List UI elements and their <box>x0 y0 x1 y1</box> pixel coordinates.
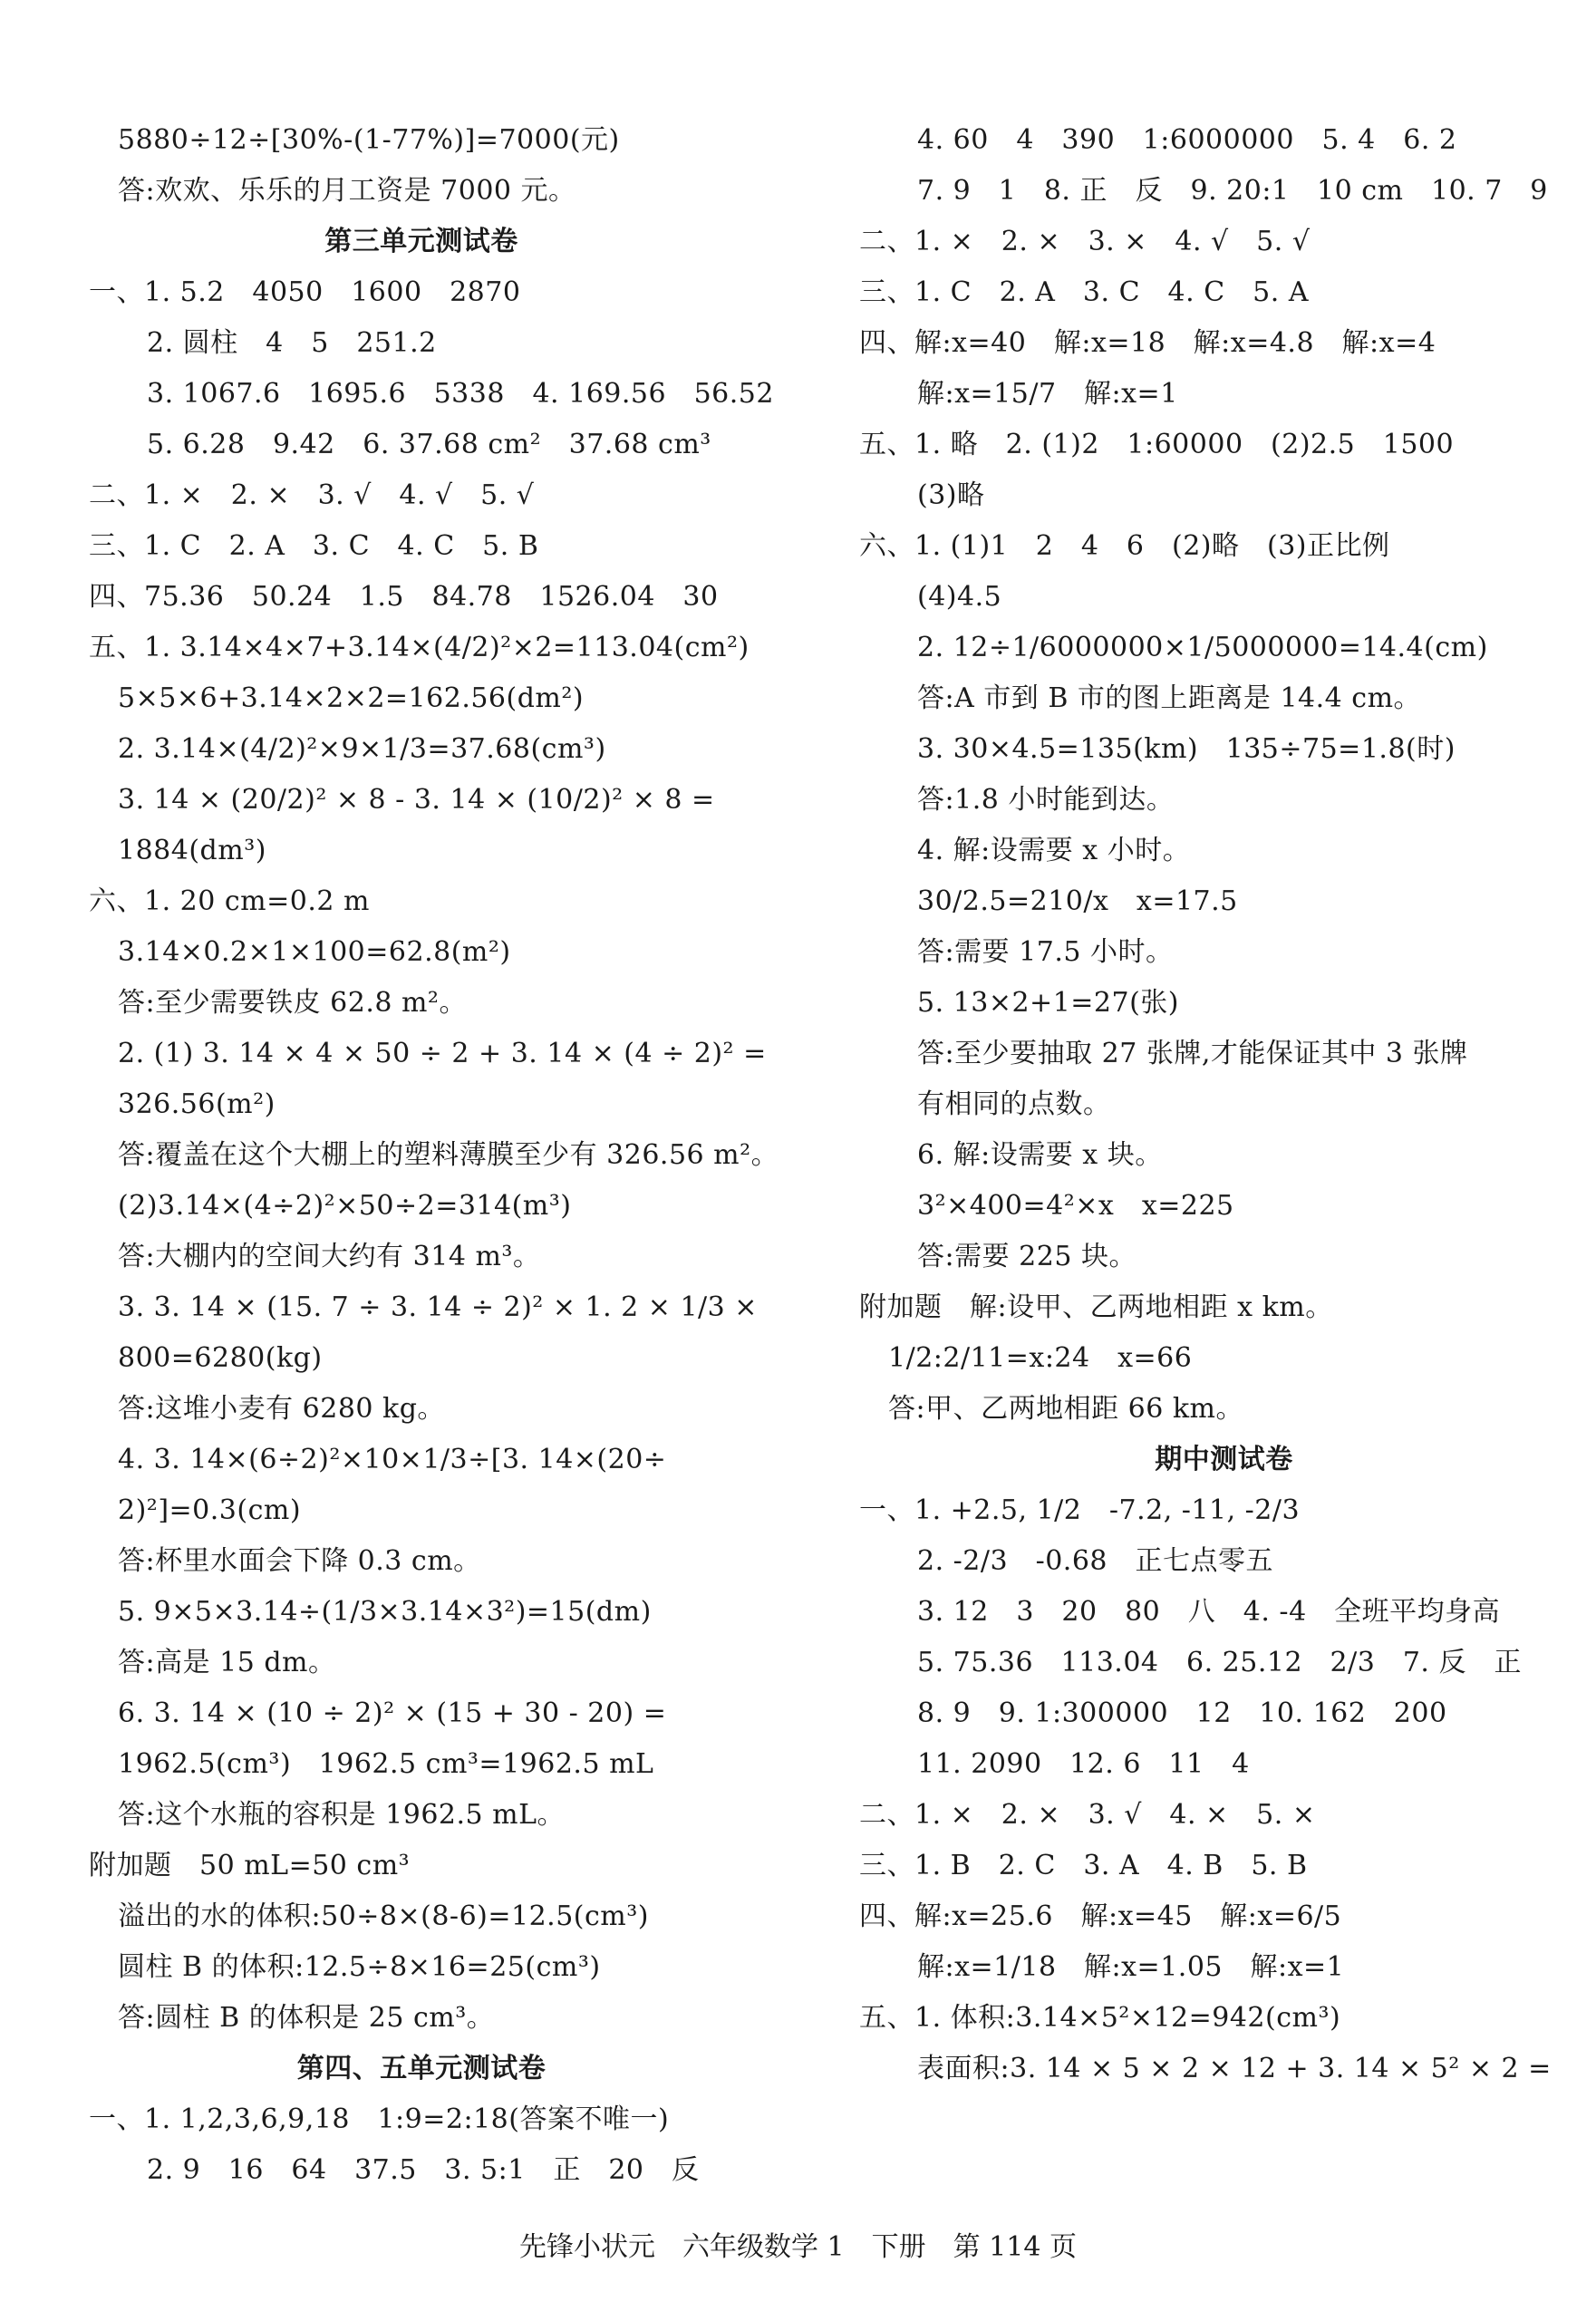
answer-line: 溢出的水的体积:50÷8×(8-6)=12.5(cm³) <box>118 1900 649 1932</box>
answer-line: 30/2.5=210/x x=17.5 <box>917 885 1238 917</box>
answer-line: 一、1. 5.2 4050 1600 2870 <box>89 276 521 308</box>
answer-line: 答:这个水瓶的容积是 1962.5 mL。 <box>118 1799 566 1831</box>
answer-line: 答:至少需要铁皮 62.8 m²。 <box>118 987 467 1019</box>
answer-line: 一、1. 1,2,3,6,9,18 1:9=2:18(答案不唯一) <box>89 2103 670 2135</box>
answer-line: 3.14×0.2×1×100=62.8(m²) <box>118 936 511 968</box>
answer-line: 解:x=15/7 解:x=1 <box>917 378 1178 410</box>
answer-line: 8. 9 9. 1:300000 12 10. 162 200 <box>917 1697 1447 1729</box>
answer-line: 有相同的点数。 <box>917 1088 1111 1120</box>
answer-line: 二、1. × 2. × 3. √ 4. √ 5. √ <box>89 479 535 511</box>
answer-line: 7. 9 1 8. 正 反 9. 20:1 10 cm 10. 7 9 <box>917 175 1548 207</box>
answer-line: 5. 6.28 9.42 6. 37.68 cm² 37.68 cm³ <box>147 429 711 460</box>
answer-line: 解:x=1/18 解:x=1.05 解:x=1 <box>917 1951 1345 1983</box>
answer-line: 5880÷12÷[30%-(1-77%)]=7000(元) <box>118 124 620 156</box>
answer-line: (4)4.5 <box>917 581 1002 613</box>
answer-line: 2. 3.14×(4/2)²×9×1/3=37.68(cm³) <box>118 733 606 765</box>
answer-line: 五、1. 体积:3.14×5²×12=942(cm³) <box>859 2002 1341 2034</box>
answer-line: 3. 3. 14 × (15. 7 ÷ 3. 14 ÷ 2)² × 1. 2 × 1/3 × <box>118 1291 758 1323</box>
answer-line: 五、1. 略 2. (1)2 1:60000 (2)2.5 1500 <box>859 429 1455 460</box>
answer-line: 四、解:x=25.6 解:x=45 解:x=6/5 <box>859 1900 1342 1932</box>
answer-line: 答:圆柱 B 的体积是 25 cm³。 <box>118 2002 495 2034</box>
answer-line: 答:需要 225 块。 <box>917 1241 1137 1272</box>
answer-line: 六、1. (1)1 2 4 6 (2)略 (3)正比例 <box>859 530 1390 562</box>
answer-line: 5. 9×5×3.14÷(1/3×3.14×3²)=15(dm) <box>118 1596 652 1628</box>
answer-line: 2)²]=0.3(cm) <box>118 1494 302 1526</box>
answer-line: 6. 3. 14 × (10 ÷ 2)² × (15 + 30 - 20) = <box>118 1697 667 1729</box>
section-heading: 第四、五单元测试卷 <box>296 2053 547 2084</box>
answer-line: 答:覆盖在这个大棚上的塑料薄膜至少有 326.56 m²。 <box>118 1139 779 1171</box>
answer-line: 2. 圆柱 4 5 251.2 <box>147 327 437 359</box>
answer-line: 3. 12 3 20 80 八 4. -4 全班平均身高 <box>917 1596 1501 1628</box>
answer-line: 圆柱 B 的体积:12.5÷8×16=25(cm³) <box>118 1951 601 1983</box>
section-heading: 第三单元测试卷 <box>324 226 518 257</box>
section-heading: 期中测试卷 <box>1155 1444 1293 1475</box>
answer-line: 一、1. +2.5, 1/2 -7.2, -11, -2/3 <box>859 1494 1301 1526</box>
answer-line: 答:至少要抽取 27 张牌,才能保证其中 3 张牌 <box>917 1038 1468 1069</box>
answer-line: 答:大棚内的空间大约有 314 m³。 <box>118 1241 541 1272</box>
answer-line: 1884(dm³) <box>118 835 266 866</box>
answer-line: 2. (1) 3. 14 × 4 × 50 ÷ 2 + 3. 14 × (4 ÷ 2)² = <box>118 1038 767 1069</box>
answer-line: 2. 9 16 64 37.5 3. 5:1 正 20 反 <box>147 2154 700 2186</box>
answer-line: 4. 60 4 390 1:6000000 5. 4 6. 2 <box>917 124 1457 156</box>
answer-line: 四、解:x=40 解:x=18 解:x=4.8 解:x=4 <box>859 327 1436 359</box>
answer-line: 2. -2/3 -0.68 正七点零五 <box>917 1545 1274 1577</box>
answer-line: 答:甲、乙两地相距 66 km。 <box>888 1393 1243 1425</box>
answer-line: 二、1. × 2. × 3. √ 4. × 5. × <box>859 1799 1316 1831</box>
page-footer: 先锋小状元 六年级数学 1 下册 第 114 页 <box>519 2231 1077 2263</box>
answer-line: 二、1. × 2. × 3. × 4. √ 5. √ <box>859 226 1311 257</box>
answer-line: 800=6280(kg) <box>118 1342 323 1374</box>
answer-line: 答:A 市到 B 市的图上距离是 14.4 cm。 <box>917 682 1422 714</box>
answer-line: 四、75.36 50.24 1.5 84.78 1526.04 30 <box>89 581 719 613</box>
answer-line: 1962.5(cm³) 1962.5 cm³=1962.5 mL <box>118 1748 654 1780</box>
answer-line: (2)3.14×(4÷2)²×50÷2=314(m³) <box>118 1190 572 1222</box>
answer-line: 三、1. B 2. C 3. A 4. B 5. B <box>859 1850 1308 1881</box>
answer-line: 答:这堆小麦有 6280 kg。 <box>118 1393 445 1425</box>
answer-line: 答:杯里水面会下降 0.3 cm。 <box>118 1545 481 1577</box>
answer-line: 326.56(m²) <box>118 1088 276 1120</box>
answer-line: 3. 14 × (20/2)² × 8 - 3. 14 × (10/2)² × 8 = <box>118 784 715 816</box>
answer-line: 三、1. C 2. A 3. C 4. C 5. A <box>859 276 1309 308</box>
answer-line: 3²×400=4²×x x=225 <box>917 1190 1234 1222</box>
answer-line: 3. 30×4.5=135(km) 135÷75=1.8(时) <box>917 733 1456 765</box>
answer-line: 五、1. 3.14×4×7+3.14×(4/2)²×2=113.04(cm²) <box>89 632 750 663</box>
answer-line: (3)略 <box>917 479 985 511</box>
answer-line: 5. 75.36 113.04 6. 25.12 2/3 7. 反 正 <box>917 1647 1522 1678</box>
right-column <box>852 0 1596 2193</box>
answer-line: 6. 解:设需要 x 块。 <box>917 1139 1163 1171</box>
answer-line: 4. 3. 14×(6÷2)²×10×1/3÷[3. 14×(20÷ <box>118 1444 667 1475</box>
answer-line: 1/2:2/11=x:24 x=66 <box>888 1342 1193 1374</box>
answer-line: 三、1. C 2. A 3. C 4. C 5. B <box>89 530 539 562</box>
answer-line: 答:需要 17.5 小时。 <box>917 936 1174 968</box>
answer-line: 答:1.8 小时能到达。 <box>917 784 1175 816</box>
answer-line: 2. 12÷1/6000000×1/5000000=14.4(cm) <box>917 632 1488 663</box>
answer-line: 表面积:3. 14 × 5 × 2 × 12 + 3. 14 × 5² × 2 = <box>917 2053 1552 2084</box>
answer-line: 5. 13×2+1=27(张) <box>917 987 1179 1019</box>
answer-line: 3. 1067.6 1695.6 5338 4. 169.56 56.52 <box>147 378 774 410</box>
answer-line: 4. 解:设需要 x 小时。 <box>917 835 1191 866</box>
answer-line: 六、1. 20 cm=0.2 m <box>89 885 370 917</box>
answer-line: 11. 2090 12. 6 11 4 <box>917 1748 1250 1780</box>
answer-line: 5×5×6+3.14×2×2=162.56(dm²) <box>118 682 585 714</box>
answer-line: 附加题 50 mL=50 cm³ <box>89 1850 411 1881</box>
answer-line: 附加题 解:设甲、乙两地相距 x km。 <box>859 1291 1333 1323</box>
answer-line: 答:欢欢、乐乐的月工资是 7000 元。 <box>118 175 576 207</box>
answer-line: 答:高是 15 dm。 <box>118 1647 336 1678</box>
